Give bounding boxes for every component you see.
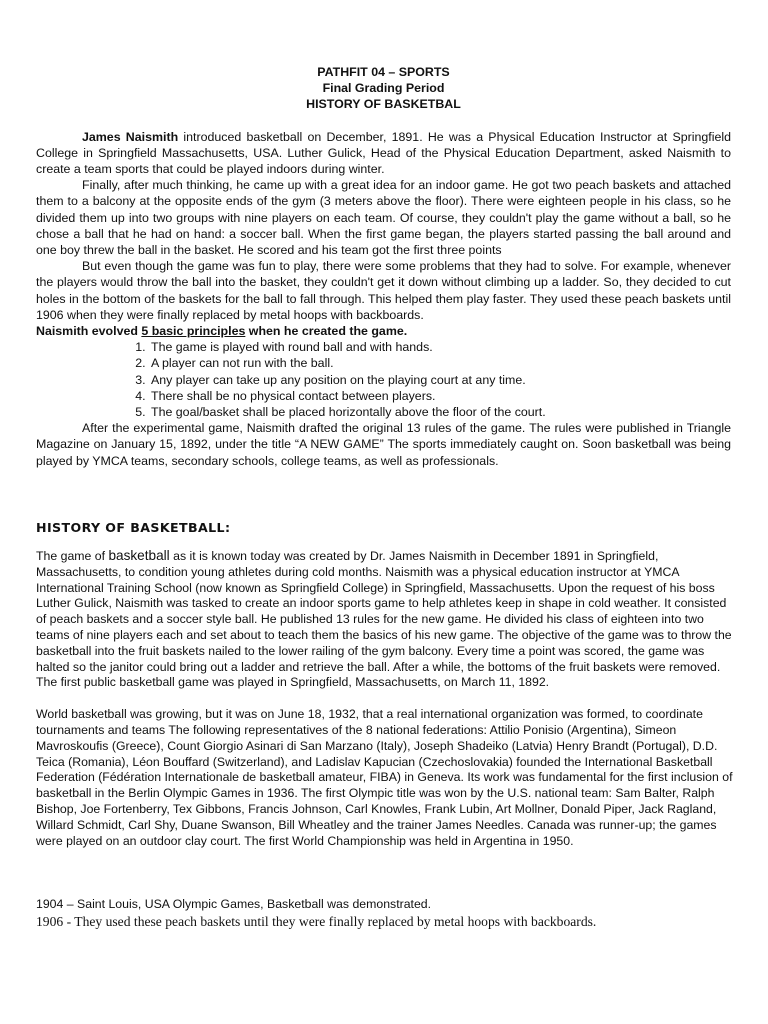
principles-heading: Naismith evolved 5 basic principles when he created the game. (36, 324, 408, 339)
paragraph-history-origin: The game of basketball as it is known today was created by Dr. James Naismith in December 1891 in Springfield, Massachusetts, to condition young athletes during cold months. Naismith was a physical education instructor at YMCA International Training School (now known as Springfield College) in Springfield, Massachusetts. Upon the request of his boss Luther Gulick, Naismith was tasked to create an indoor sports game to help athletes keep in shape in cold weather. It consisted of peach baskets and a soccer style ball. He published 13 rules for the new game. He divided his class of eighteen into two teams of nine players each and set about to teach them the basics of his new game. The objective of the game was to throw the basketball into the fruit baskets nailed to the lower railing of the gym balcony. Every time a point was scored, the game was halted so the janitor could bring out a ladder and retrieve the ball. After a while, the bottoms of the fruit baskets were removed. The first public basketball game was played in Springfield, Massachusetts, on March 11, 1892. (36, 548, 732, 690)
title-line-course: PATHFIT 04 – SPORTS (317, 65, 450, 79)
section-history (36, 548, 736, 865)
timeline-1906: 1906 - They used these peach baskets until they were finally replaced by metal hoops with backboards. (36, 914, 597, 929)
timeline-1904: 1904 – Saint Louis, USA Olympic Games, Basketball was demonstrated. (36, 897, 432, 911)
name-james-naismith: James Naismith (82, 129, 179, 144)
document-title (36, 64, 731, 113)
title-line-period: Final Grading Period (322, 81, 445, 96)
section-naismith (36, 64, 731, 469)
paragraph-peach-baskets: Finally, after much thinking, he came up with a great idea for an indoor game. He got two peach baskets and attached them to a balcony at the opposite ends of the gym (3 meters above the floor). There were eighteen people in his class, so he divided them up into two groups with nine players on each team. Of course, they couldn't play the game without a ball, so he chose a ball that he had on hand: a soccer ball. When the first game began, the players started passing the ball around and one boy threw the ball in the basket. He scored and his team got the first three points (36, 178, 731, 258)
title-line-topic: HISTORY OF BASKETBAL (306, 97, 461, 112)
principle-item: 4. There shall be no physical contact between players. (149, 388, 731, 404)
timeline (36, 896, 736, 931)
principle-item: 1. The game is played with round ball and with hands. (149, 339, 731, 355)
paragraph-fiba: World basketball was growing, but it was on June 18, 1932, that a real international organization was formed, to coordinate tournaments and teams The following representatives of the 8 national federations: Attilio Ponisio (Argentina), Simeon Mavroskoufis (Greece), Count Giorgio Asinari di San Marzano (Italy), Joseph Shadeiko (Latvia) Henry Brandt (Portugal), D.D. Teica (Romania), Léon Bouffard (Switzerland), and Ladislav Kapucian (Czechoslovakia) founded the International Basketball Federation (Fédération Internationale de basketball amateur, FIBA) in Geneva. Its work was fundamental for the first inclusion of basketball in the Berlin Olympic Games in 1936. The first Olympic title was won by the U.S. national team: Sam Balter, Ralph Bishop, Joe Fortenberry, Tex Gibbons, Francis Johnson, Carl Knowles, Frank Lubin, Art Mollner, Donald Piper, Jack Ragland, Willard Schmidt, Carl Shy, Duane Swanson, Bill Wheatley and the trainer James Needles. Canada was runner-up; the games were played on an outdoor clay court. The first World Championship was held in Argentina in 1950. (36, 707, 733, 848)
principles-count: 5 basic principles (141, 324, 246, 339)
paragraph-intro-text: introduced basketball on December, 1891. He was a Physical Education Instructor at Springfield College in Springfield Massachusetts, USA. Luther Gulick, Head of the Physical Education Department, asked Naismith to create a team sports that could be played indoors during winter. (36, 129, 731, 177)
paragraph-intro (36, 129, 731, 178)
principle-item: 3. Any player can take up any position on the playing court at any time. (149, 372, 731, 388)
paragraph-rules: After the experimental game, Naismith drafted the original 13 rules of the game. The rules were published in Triangle Magazine on January 15, 1892, under the title “A NEW GAME” The sports immediately caught on. Soon basketball was being played by YMCA teams, secondary schools, college teams, as well as professionals. (36, 421, 731, 468)
section-heading-history: HISTORY OF BASKETBALL: (36, 520, 231, 535)
term-springfield-college: Springfield College (280, 580, 384, 595)
principle-item: 5. The goal/basket shall be placed horizontally above the floor of the court. (149, 404, 731, 420)
paragraph-problems: But even though the game was fun to play, there were some problems that they had to solve. For example, whenever the players would throw the ball into the basket, they couldn't get it down without climbing up a ladder. So, they decided to cut holes in the bottom of the baskets for the ball to fall through. This helped them play faster. They used these peach baskets until 1906 when they were finally replaced by metal hoops with backboards. (36, 259, 731, 322)
principle-item: 2. A player can not run with the ball. (149, 355, 731, 371)
term-basketball: basketball (108, 548, 170, 563)
principles-list (36, 339, 731, 420)
